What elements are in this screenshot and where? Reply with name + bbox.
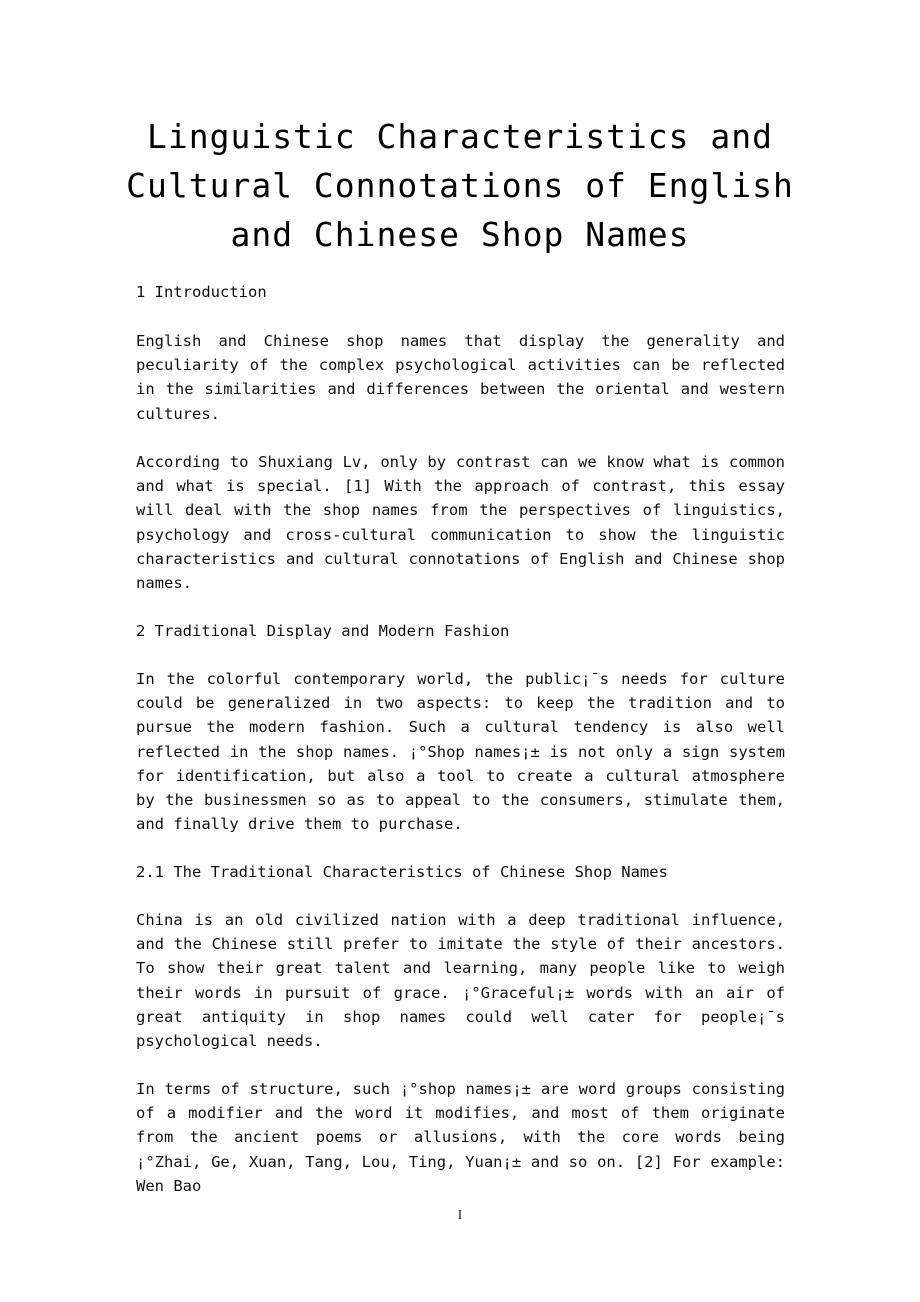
paragraph-section2-1: In the colorful contemporary world, the public¡¯s needs for culture could be generalized in two aspects: to keep the tradition and to pursue the modern fashion. Such a cultural tendency is also well reflected in the shop names. ¡°Shop names¡± is not only a sign system for identification, but also a tool to create a cultural atmosphere by the businessmen so as to appeal to the consumers, stimulate them, and finally drive them to purchase. bbox=[136, 670, 785, 834]
paragraph-section21-2: In terms of structure, such ¡°shop names¡± are word groups consisting of a modifier and the word it modifies, and most of them originate from the ancient poems or allusions, with the core words being ¡°Zhai, Ge, Xuan, Tang, Lou, Ting, Yuan¡± and so on. [2] For example: Wen Bao bbox=[136, 1080, 785, 1195]
paragraph-intro-1: English and Chinese shop names that display the generality and peculiarity of the complex psychological activities can be reflected in the similarities and differences between the oriental and western cultures. bbox=[136, 332, 785, 423]
paragraph-intro-2: According to Shuxiang Lv, only by contrast can we know what is common and what is special. [1] With the approach of contrast, this essay will deal with the shop names from the perspectives of linguistics, psychology and cross-cultural communication to show the linguistic characteristics and cultural connotations of English and Chinese shop names. bbox=[136, 453, 785, 593]
paragraph-section21-1: China is an old civilized nation with a deep traditional influence, and the Chinese still prefer to imitate the style of their ancestors. To show their great talent and learning, many people like to weigh their words in pursuit of grace. ¡°Graceful¡± words with an air of great antiquity in shop names could well cater for people¡¯s psychological needs. bbox=[136, 911, 785, 1051]
section-heading-introduction: 1 Introduction bbox=[136, 283, 267, 301]
section-heading-traditional-characteristics: 2.1 The Traditional Characteristics of Chinese Shop Names bbox=[136, 863, 668, 881]
page-number: I bbox=[457, 1208, 463, 1223]
section-heading-traditional-display: 2 Traditional Display and Modern Fashion bbox=[136, 622, 510, 640]
document-title: Linguistic Characteristics and Cultural Connotations of English and Chinese Shop Names bbox=[126, 117, 794, 254]
